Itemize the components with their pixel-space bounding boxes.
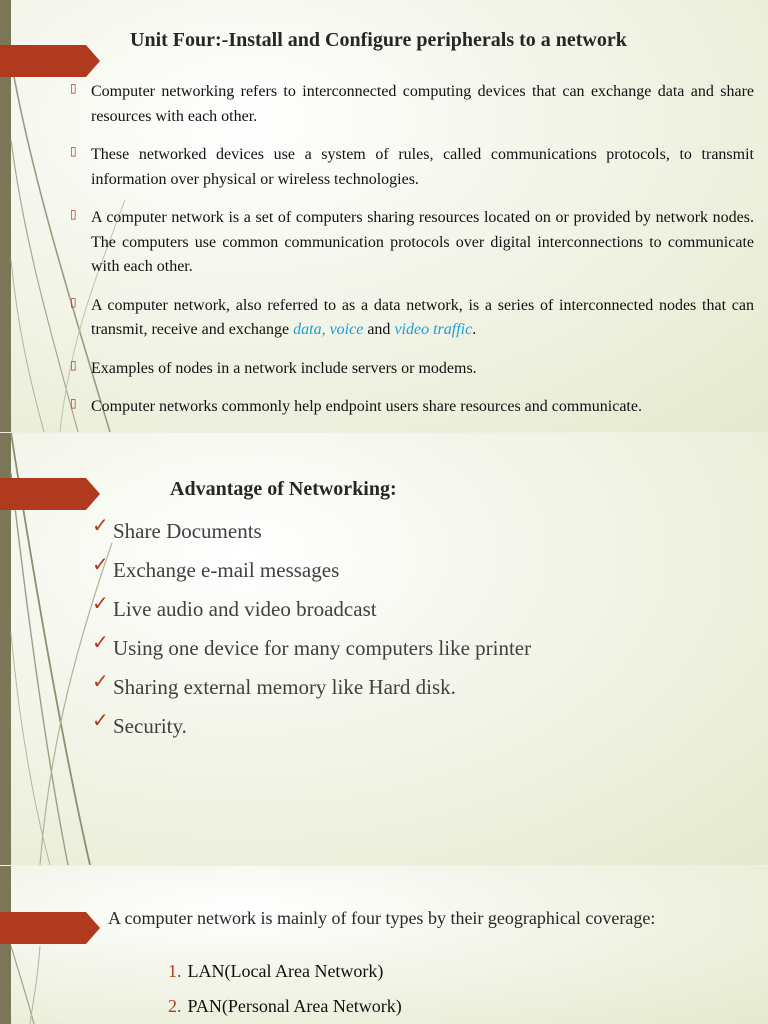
data-voice-link[interactable]: data, voice — [293, 321, 364, 338]
bullet-marker-icon: ▯ — [70, 396, 77, 410]
item-text: Live audio and video broadcast — [113, 597, 377, 621]
item-text: Security. — [113, 714, 187, 738]
list-item — [70, 80, 754, 129]
network-types-list — [168, 960, 402, 1024]
checkmark-icon: ✓ — [92, 669, 109, 693]
list-item — [70, 357, 754, 382]
title-arrow-marker — [0, 45, 100, 77]
video-traffic-link[interactable]: video traffic — [394, 321, 473, 338]
bullet-text: Computer networking refers to interconnected computing devices that can exchange data and share resources with each other. — [91, 83, 754, 125]
list-item — [92, 630, 532, 673]
checkmark-icon: ✓ — [92, 513, 109, 537]
bullet-list — [70, 80, 754, 432]
list-item — [168, 960, 402, 995]
checkmark-icon: ✓ — [92, 630, 109, 654]
bullet-text-part: . — [472, 321, 477, 338]
list-item — [92, 591, 531, 634]
bullet-marker-icon: ▯ — [70, 81, 77, 95]
list-number: 2. — [168, 996, 182, 1016]
intro-text: A computer network is mainly of four types by their geographical coverage: — [108, 908, 656, 928]
bullet-text: Computer networks commonly help endpoint users share resources and communicate. — [91, 398, 642, 415]
list-item — [92, 552, 531, 595]
bullet-marker-icon: ▯ — [70, 207, 77, 221]
bullet-marker-icon: ▯ — [70, 294, 77, 309]
slide-title: Advantage of Networking: — [170, 478, 397, 500]
bullet-text: A computer network is a set of computers sharing resources located on or provided by network nodes. The computers use common communication protocols over digital interconnections to communicate with each other. — [91, 209, 754, 275]
slide-2 — [0, 433, 768, 865]
slide-1 — [0, 0, 768, 432]
slide-title: Unit Four:-Install and Configure peripherals to a network — [130, 29, 627, 51]
decorative-curves — [0, 866, 130, 1024]
checkmark-icon: ✓ — [92, 708, 109, 732]
item-text: Sharing external memory like Hard disk. — [113, 675, 456, 699]
list-item — [70, 206, 754, 280]
title-arrow-marker — [0, 478, 100, 510]
list-item — [92, 513, 531, 556]
checkmark-icon: ✓ — [92, 552, 109, 576]
item-text: Using one device for many computers like printer — [113, 636, 532, 660]
item-text: Exchange e-mail messages — [113, 558, 340, 582]
list-item — [70, 143, 754, 192]
slide-3 — [0, 866, 768, 1024]
title-arrow-marker — [0, 912, 100, 944]
list-number: 1. — [168, 961, 182, 981]
bullet-text: These networked devices use a system of rules, called communications protocols, to transmit information over physical or wireless technologies. — [91, 146, 754, 188]
list-item — [70, 395, 754, 420]
bullet-text-part: A computer network, also referred to as a data network, is a series of interconnected nodes that can transmit, receive and exchange — [91, 296, 754, 338]
bullet-marker-icon: ▯ — [70, 357, 77, 372]
list-item — [92, 708, 531, 751]
bullet-marker-icon: ▯ — [70, 144, 77, 158]
item-text: LAN(Local Area Network) — [187, 961, 384, 981]
list-item — [92, 669, 531, 712]
bullet-text-part: and — [363, 321, 395, 338]
list-item — [168, 995, 402, 1024]
list-item — [70, 294, 754, 343]
advantages-list — [92, 513, 532, 751]
checkmark-icon: ✓ — [92, 591, 109, 615]
bullet-text: Examples of nodes in a network include servers or modems. — [91, 359, 477, 377]
item-text: Share Documents — [113, 519, 262, 543]
item-text: PAN(Personal Area Network) — [187, 996, 402, 1016]
